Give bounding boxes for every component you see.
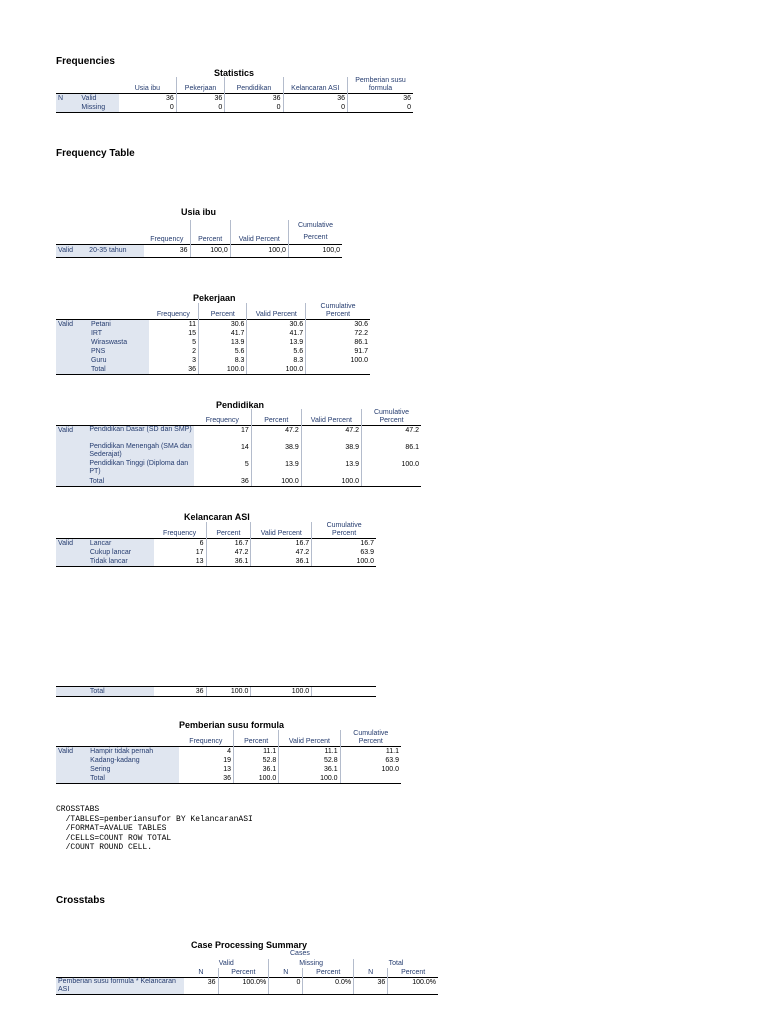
cell	[312, 687, 376, 697]
cell: 100.0	[306, 356, 370, 365]
col-header: N	[269, 968, 303, 978]
table-row	[56, 426, 421, 444]
row-label: Total	[87, 477, 193, 487]
cell: 11.1	[279, 747, 340, 757]
header-row	[56, 730, 401, 747]
col-header: Cumulative Percent	[306, 303, 370, 320]
table-row	[56, 747, 401, 757]
col-header: Valid Percent	[247, 303, 306, 320]
cell: 0	[269, 978, 303, 995]
cell: 100.0	[206, 687, 251, 697]
col-header: Frequency	[205, 417, 239, 424]
row-label: Tidak lancar	[88, 557, 154, 567]
cell: 6	[154, 539, 206, 549]
col-header: Percent	[218, 968, 269, 978]
cell: 100.0	[247, 365, 306, 375]
cell: 100.0	[312, 557, 376, 567]
table-row	[56, 356, 370, 365]
table-row-total	[56, 774, 401, 784]
col-header: Kelancaran ASI	[283, 77, 348, 94]
cell: 0	[176, 103, 225, 113]
kelancaran-total-table	[56, 686, 376, 697]
syntax-line: /COUNT ROUND CELL.	[56, 843, 153, 852]
row-label: Total	[89, 365, 149, 375]
col-group-header: Missing	[269, 959, 354, 968]
cell: 52.8	[234, 756, 279, 765]
cell: 100.0	[279, 774, 340, 784]
cell	[362, 477, 422, 487]
pendidikan-title: Pendidikan	[216, 400, 265, 410]
cell: 4	[179, 747, 234, 757]
syntax-line: /CELLS=COUNT ROW TOTAL	[56, 833, 172, 843]
header-row	[56, 303, 370, 320]
cell: 100.0	[251, 477, 301, 487]
table-row	[56, 443, 421, 460]
cell: 86.1	[362, 443, 422, 460]
cell: 52.8	[279, 756, 340, 765]
cell: 36	[179, 774, 234, 784]
col-header: Pendidikan	[225, 77, 283, 94]
kelancaran-title: Kelancaran ASI	[184, 512, 250, 522]
syntax-line: CROSSTABS	[56, 805, 100, 814]
statistics-header-row	[56, 77, 413, 94]
row-group-label: Valid	[56, 747, 88, 757]
pekerjaan-title: Pekerjaan	[193, 293, 236, 303]
col-header: Valid Percent	[230, 220, 288, 245]
col-header: Frequency	[156, 311, 190, 318]
pendidikan-table	[56, 409, 421, 487]
cell	[340, 774, 401, 784]
col-header: Usia ibu	[134, 85, 160, 92]
cell: 16.7	[251, 539, 312, 549]
cell: 72.2	[306, 329, 370, 338]
pemberian-table	[56, 730, 401, 784]
pekerjaan-table	[56, 303, 370, 375]
pemberian-title: Pemberian susu formula	[179, 720, 285, 730]
table-row	[56, 329, 370, 338]
cell: 13	[223, 766, 231, 773]
row-label: Lancar	[88, 539, 154, 549]
col-header: Percent	[190, 220, 230, 245]
col-group-header: Total	[354, 959, 438, 968]
syntax-line: /FORMAT=AVALUE TABLES	[56, 824, 167, 833]
cell: 100.0	[251, 687, 312, 697]
row-label: Kadang-kadang	[88, 756, 179, 765]
row-group-label: Valid	[56, 539, 88, 549]
row-group-label: Valid	[56, 426, 87, 444]
cell: 0	[348, 103, 413, 113]
row-label: Hampir tidak pernah	[88, 747, 179, 757]
usia-ibu-title: Usia ibu	[181, 207, 217, 217]
cell: 36	[354, 978, 388, 995]
syntax-line: /TABLES=pemberiansufor BY KelancaranASI	[56, 814, 253, 824]
col-header: Frequency	[150, 236, 184, 243]
cell: 47.2	[206, 548, 251, 557]
col-header: Percent	[388, 968, 438, 978]
cell: 47.2	[251, 426, 301, 444]
cell: 100.0	[362, 460, 422, 477]
table-row	[56, 245, 342, 258]
row-label: PNS	[89, 347, 149, 356]
kelancaran-table	[56, 522, 376, 567]
col-header: Percent	[206, 522, 251, 539]
header-row	[56, 220, 342, 245]
cell: 5.6	[199, 347, 247, 356]
cell: 36	[144, 245, 190, 258]
row-label: Pendidikan Dasar (SD dan SMP)	[87, 426, 193, 444]
cases-label: Cases	[290, 950, 310, 957]
cell: 13	[154, 557, 206, 567]
cell: 13.9	[199, 338, 247, 347]
table-row	[56, 978, 438, 995]
cell: 47.2	[251, 548, 312, 557]
cell: 13.9	[251, 460, 301, 477]
cell: 2	[192, 348, 197, 355]
crosstabs-heading: Crosstabs	[56, 895, 105, 906]
header-group-row	[56, 959, 438, 968]
cell: 8.3	[199, 356, 247, 365]
col-header: Cumulative Percent	[288, 220, 342, 245]
col-header: Valid Percent	[251, 522, 312, 539]
cell: 0	[225, 103, 283, 113]
cell: 86.1	[306, 338, 370, 347]
table-row	[56, 94, 413, 104]
col-header: Pekerjaan	[176, 77, 225, 94]
cell: 16.7	[206, 539, 251, 549]
cell: 5	[244, 461, 249, 468]
frequencies-heading: Frequencies	[56, 56, 115, 67]
case-processing-title: Case Processing Summary	[191, 940, 308, 950]
col-header: Percent	[303, 968, 354, 978]
col-header: Valid Percent	[301, 409, 361, 426]
cell: 36	[149, 365, 199, 375]
table-row-total	[56, 687, 376, 697]
cell: 36	[176, 94, 225, 104]
cell: 47.2	[301, 426, 361, 444]
cell: 11.1	[340, 747, 401, 757]
cell: 30.6	[247, 320, 306, 330]
cell: 36	[194, 477, 251, 487]
cell: 36.1	[251, 557, 312, 567]
crosstabs-syntax	[56, 805, 253, 853]
cell: 19	[223, 757, 231, 764]
cell: 11	[149, 320, 199, 330]
table-row	[56, 557, 376, 567]
row-label: 20-35 tahun	[87, 245, 144, 258]
cell: 100,0	[230, 245, 288, 258]
cell: 16.7	[312, 539, 376, 549]
table-row	[56, 539, 376, 549]
row-label: Pemberian susu formula * Kelancaran ASI	[56, 978, 184, 995]
table-row	[56, 765, 401, 774]
cell: 17	[195, 549, 204, 556]
table-row	[56, 338, 370, 347]
col-header: Cumulative Percent	[340, 730, 401, 747]
cell: 8.3	[247, 356, 306, 365]
row-group-label: Valid	[56, 245, 87, 258]
cell: 36.1	[279, 765, 340, 774]
table-row	[56, 347, 370, 356]
row-label: Valid	[79, 94, 119, 104]
cell: 100,0	[288, 245, 342, 258]
row-label: Cukup lancar	[88, 548, 154, 557]
cell	[306, 365, 370, 375]
cell: 36.1	[234, 765, 279, 774]
cell: 5	[192, 339, 197, 346]
frequency-table-heading: Frequency Table	[56, 148, 135, 159]
col-header: Percent	[199, 303, 247, 320]
col-header: N	[198, 969, 204, 976]
cell: 36	[119, 94, 176, 104]
col-header: Valid Percent	[279, 730, 340, 747]
cell: 41.7	[199, 329, 247, 338]
cell: 17	[194, 426, 251, 444]
col-header: Frequency	[163, 530, 197, 537]
row-label: IRT	[89, 329, 149, 338]
cell: 30.6	[306, 320, 370, 330]
cell: 100.0	[199, 365, 247, 375]
cell: 100.0	[301, 477, 361, 487]
cell: 36.1	[206, 557, 251, 567]
table-row	[56, 320, 370, 330]
row-group-label: N	[56, 94, 79, 104]
statistics-table	[56, 77, 413, 113]
cell: 36	[283, 94, 348, 104]
usia-ibu-table	[56, 220, 342, 258]
cell: 38.9	[251, 443, 301, 460]
cell: 0	[119, 103, 176, 113]
row-label: Sering	[88, 765, 179, 774]
cell: 41.7	[247, 329, 306, 338]
row-label: Guru	[89, 356, 149, 365]
cell: 36	[348, 94, 413, 104]
cell: 11.1	[234, 747, 279, 757]
cell: 36	[225, 94, 283, 104]
cell: 100.0%	[388, 978, 438, 995]
col-header: N	[354, 968, 388, 978]
row-label: Total	[88, 774, 179, 784]
row-label: Missing	[79, 103, 119, 113]
row-label: Wiraswasta	[89, 338, 149, 347]
table-row	[56, 756, 401, 765]
statistics-title: Statistics	[214, 68, 255, 78]
header-row	[56, 522, 376, 539]
case-processing-table	[56, 959, 438, 995]
row-label: Total	[88, 687, 154, 697]
col-header: Percent	[234, 730, 279, 747]
table-row-total	[56, 477, 421, 487]
cell: 100.0	[340, 765, 401, 774]
cell: 100.0	[234, 774, 279, 784]
table-row-total	[56, 365, 370, 375]
cell: 13.9	[301, 460, 361, 477]
cell: 14	[241, 444, 249, 451]
cell: 47.2	[362, 426, 422, 444]
cell: 91.7	[306, 347, 370, 356]
row-label: Pendidikan Tinggi (Diploma dan PT)	[87, 460, 193, 477]
row-label: Pendidikan Menengah (SMA dan Sederajat)	[87, 443, 193, 460]
cell: 38.9	[301, 443, 361, 460]
table-row	[56, 103, 413, 113]
cell: 5.6	[247, 347, 306, 356]
table-row	[56, 548, 376, 557]
col-header: Percent	[251, 409, 301, 426]
col-header: Frequency	[189, 738, 223, 745]
cell: 0.0%	[303, 978, 354, 995]
cell: 63.9	[340, 756, 401, 765]
table-row	[56, 460, 421, 477]
cell: 63.9	[312, 548, 376, 557]
col-header: Pemberian susu formula	[348, 77, 413, 94]
cell: 0	[283, 103, 348, 113]
header-row	[56, 968, 438, 978]
cell: 13.9	[247, 338, 306, 347]
col-header: Cumulative Percent	[312, 522, 376, 539]
header-row	[56, 409, 421, 426]
cell: 100.0%	[218, 978, 269, 995]
cell: 30.6	[199, 320, 247, 330]
cell: 15	[188, 330, 197, 337]
cell: 100,0	[190, 245, 230, 258]
col-group-header: Valid	[218, 960, 234, 967]
row-label: Petani	[89, 320, 149, 330]
row-group-label: Valid	[56, 320, 89, 330]
col-header: Cumulative Percent	[362, 409, 422, 426]
cell: 36	[154, 687, 206, 697]
cell: 36	[184, 978, 218, 995]
cell: 3	[192, 357, 197, 364]
